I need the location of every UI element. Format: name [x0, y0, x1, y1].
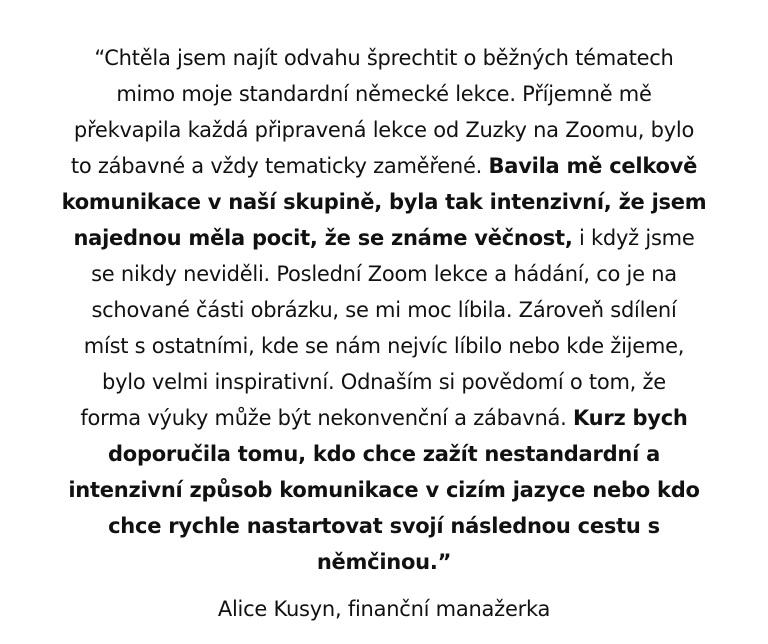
quote-highlight: Bavila mě celkově: [488, 154, 698, 178]
quote-line: “Chtěla jsem najít odvahu šprechtit o běžných tématech: [94, 46, 674, 70]
quote-line: mimo moje standardní německé lekce. Příjemně mě: [116, 82, 652, 106]
quote-highlight: Kurz bych: [573, 406, 688, 430]
quote-highlight: doporučila tomu, kdo chce zažít nestandardní a: [107, 442, 660, 466]
testimonial-quote: [20, 40, 748, 580]
quote-line: to zábavné a vždy tematicky zaměřené.: [70, 154, 483, 178]
quote-highlight: najednou měla pocit, že se známe věčnost,: [73, 226, 573, 250]
quote-line: i když jsme: [579, 226, 695, 250]
quote-line: forma výuky může být nekonvenční a zábavná.: [80, 406, 567, 430]
quote-line: se nikdy neviděli. Poslední Zoom lekce a hádání, co je na: [91, 262, 677, 286]
quote-line: míst s ostatními, kde se nám nejvíc líbilo nebo kde žijeme,: [83, 334, 685, 358]
quote-line: překvapila každá připravená lekce od Zuzky na Zoomu, bylo: [73, 118, 695, 142]
testimonial-author: Alice Kusyn, finanční manažerka: [217, 597, 551, 621]
quote-highlight: komunikace v naší skupině, byla tak intenzivní, že jsem: [61, 190, 707, 214]
quote-highlight: intenzivní způsob komunikace v cizím jazyce nebo kdo: [68, 478, 700, 502]
quote-highlight: němčinou.”: [316, 550, 452, 574]
quote-line: bylo velmi inspirativní. Odnaším si povědomí o tom, že: [102, 370, 666, 394]
quote-highlight: chce rychle nastartovat svojí následnou cestu s: [108, 514, 660, 538]
quote-line: schované části obrázku, se mi moc líbila. Zároveň sdílení: [91, 298, 677, 322]
